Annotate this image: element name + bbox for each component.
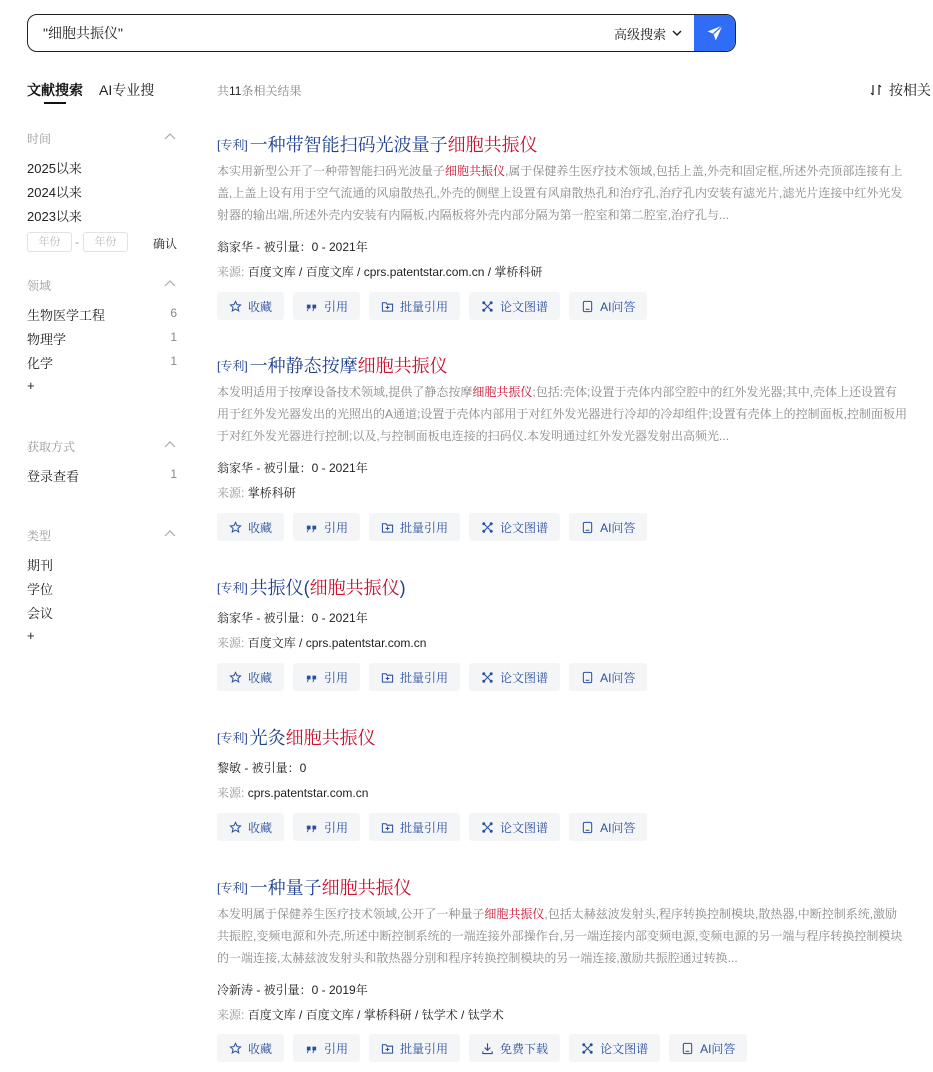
filter-field-count: 6 xyxy=(170,306,177,320)
result-title[interactable]: [专利] 一种量子细胞共振仪 xyxy=(217,878,412,898)
star-icon xyxy=(229,671,242,684)
folder-plus-icon xyxy=(381,821,394,834)
result-meta: 黎敏 - 被引量：0 xyxy=(217,761,307,775)
search-bar xyxy=(27,14,736,52)
paper-graph-button[interactable]: 论文图谱 xyxy=(469,513,560,541)
document-chat-icon xyxy=(581,821,594,834)
filter-title-type: 类型 xyxy=(27,529,52,543)
result-actions xyxy=(217,513,647,541)
folder-plus-icon xyxy=(381,521,394,534)
filter-field-count: 1 xyxy=(170,330,177,344)
result-source: 来源: 掌桥科研 xyxy=(217,486,296,500)
chevron-up-icon[interactable] xyxy=(164,132,176,140)
result-source: 来源: 百度文库 / 百度文库 / 掌桥科研 / 钛学术 / 钛学术 xyxy=(217,1008,504,1022)
result-meta: 翁家华 - 被引量：0 - 2021年 xyxy=(217,611,368,625)
collect-button[interactable]: 收藏 xyxy=(217,513,284,541)
cite-button[interactable]: 引用 xyxy=(293,292,360,320)
folder-plus-icon xyxy=(381,1042,394,1055)
graph-icon xyxy=(481,521,494,534)
year-from-input[interactable]: 年份 xyxy=(27,232,72,252)
tab-ai-pro-search[interactable]: AI专业搜 xyxy=(99,82,155,98)
chevron-down-icon xyxy=(672,30,682,37)
graph-icon xyxy=(481,671,494,684)
collect-button[interactable]: 收藏 xyxy=(217,813,284,841)
batch-cite-button[interactable]: 批量引用 xyxy=(369,513,460,541)
graph-icon xyxy=(581,1042,594,1055)
result-count: 共11条相关结果 xyxy=(217,84,302,98)
filter-type-item[interactable]: 期刊 xyxy=(27,558,54,573)
year-to-input[interactable]: 年份 xyxy=(83,232,128,252)
filter-field-item[interactable]: 化学 xyxy=(27,356,54,371)
chevron-up-icon[interactable] xyxy=(164,440,176,448)
chevron-up-icon[interactable] xyxy=(164,529,176,537)
document-chat-icon xyxy=(581,521,594,534)
result-actions xyxy=(217,663,647,691)
document-chat-icon xyxy=(581,300,594,313)
result-title[interactable]: [专利] 一种静态按摩细胞共振仪 xyxy=(217,356,448,376)
active-tab-indicator xyxy=(44,102,66,104)
filter-field-item[interactable]: 生物医学工程 xyxy=(27,308,106,323)
quote-icon xyxy=(305,300,318,313)
ai-qa-button[interactable]: AI问答 xyxy=(569,292,647,320)
chevron-up-icon[interactable] xyxy=(164,279,176,287)
sort-button[interactable] xyxy=(869,80,931,100)
result-source: 来源: cprs.patentstar.com.cn xyxy=(217,786,369,800)
ai-qa-button[interactable]: AI问答 xyxy=(569,663,647,691)
collect-button[interactable]: 收藏 xyxy=(217,292,284,320)
ai-qa-button[interactable]: AI问答 xyxy=(569,813,647,841)
quote-icon xyxy=(305,1042,318,1055)
document-chat-icon xyxy=(681,1042,694,1055)
cite-button[interactable]: 引用 xyxy=(293,1034,360,1062)
paper-graph-button[interactable]: 论文图谱 xyxy=(469,813,560,841)
filter-time-option[interactable]: 2024以来 xyxy=(27,185,82,200)
filter-title-access: 获取方式 xyxy=(27,440,76,454)
quote-icon xyxy=(305,821,318,834)
result-meta: 翁家华 - 被引量：0 - 2021年 xyxy=(217,240,368,254)
batch-cite-button[interactable]: 批量引用 xyxy=(369,813,460,841)
graph-icon xyxy=(481,821,494,834)
result-title[interactable]: [专利] 共振仪(细胞共振仪) xyxy=(217,578,406,598)
free-download-button[interactable]: 免费下载 xyxy=(469,1034,560,1062)
sort-label: 按相关 xyxy=(889,82,931,98)
star-icon xyxy=(229,1042,242,1055)
batch-cite-button[interactable]: 批量引用 xyxy=(369,1034,460,1062)
filter-field-more[interactable]: + xyxy=(27,378,35,393)
cite-button[interactable]: 引用 xyxy=(293,513,360,541)
document-chat-icon xyxy=(581,671,594,684)
filter-time-option[interactable]: 2025以来 xyxy=(27,161,82,176)
advanced-search-label: 高级搜索 xyxy=(613,26,666,42)
paper-graph-button[interactable]: 论文图谱 xyxy=(469,292,560,320)
graph-icon xyxy=(481,300,494,313)
advanced-search-dropdown[interactable] xyxy=(614,15,694,51)
search-submit-button[interactable] xyxy=(694,14,735,52)
year-confirm-button[interactable]: 确认 xyxy=(153,237,178,251)
year-range-dash: - xyxy=(75,235,79,249)
result-abstract: 本发明适用于按摩设备技术领域,提供了静态按摩细胞共振仪;包括:壳体;设置于壳体内部空腔中的红外发光器;其中,壳体上还设置有用于红外发光器发出的光照出的A通道;设置于壳体内部用于对红外发光器进行冷却的冷却组件;设置有壳体上的控制面板,控制面板用于对红外发光器进行控制;以及,与控制面板电连接的扫码仪.本发明通过红外发光器发射出高频光... xyxy=(217,385,907,443)
cite-button[interactable]: 引用 xyxy=(293,663,360,691)
result-abstract: 本发明属于保健养生医疗技术领域,公开了一种量子细胞共振仪,包括太赫兹波发射头,程序转换控制模块,散热器,中断控制系统,激励共振腔,变频电源和外壳,所述中断控制系统的一端连接外部操作台,另一端连接内部变频电源,变频电源的另一端与程序转换控制模块的一端连接,太赫兹波发射头和散热器分别和程序转换控制模块的另一端连接,激励共振腔通过转换... xyxy=(217,907,903,965)
quote-icon xyxy=(305,671,318,684)
filter-field-count: 1 xyxy=(170,354,177,368)
folder-plus-icon xyxy=(381,300,394,313)
paper-graph-button[interactable]: 论文图谱 xyxy=(569,1034,660,1062)
filter-access-count: 1 xyxy=(170,467,177,481)
result-meta: 冷新涛 - 被引量：0 - 2019年 xyxy=(217,983,368,997)
result-title[interactable]: [专利] 光灸细胞共振仪 xyxy=(217,728,376,748)
tab-literature-search[interactable]: 文献搜索 xyxy=(27,82,83,98)
result-actions xyxy=(217,813,647,841)
filter-field-item[interactable]: 物理学 xyxy=(27,332,67,347)
quote-icon xyxy=(305,521,318,534)
paper-plane-icon xyxy=(706,24,724,42)
star-icon xyxy=(229,521,242,534)
result-source: 来源: 百度文库 / cprs.patentstar.com.cn xyxy=(217,636,427,650)
collect-button[interactable]: 收藏 xyxy=(217,1034,284,1062)
ai-qa-button[interactable]: AI问答 xyxy=(569,513,647,541)
filter-type-item[interactable]: 学位 xyxy=(27,582,54,597)
paper-graph-button[interactable]: 论文图谱 xyxy=(469,663,560,691)
result-title[interactable]: [专利] 一种带智能扫码光波量子细胞共振仪 xyxy=(217,135,538,155)
sort-icon xyxy=(869,83,883,97)
filter-type-more[interactable]: + xyxy=(27,628,35,643)
result-abstract: 本实用新型公开了一种带智能扫码光波量子细胞共振仪,属于保健养生医疗技术领域,包括上盖,外壳和固定框,所述外壳顶部连接有上盖,上盖上设有用于空气流通的风扇散热孔,外壳的侧壁上设置有风扇散热孔和治疗孔,治疗孔内安装有滤光片,滤光片连接中红外光发射器的输出端,所述外壳内安装有内隔板,内隔板将外壳内部分隔为第一腔室和第二腔室,治疗孔与... xyxy=(217,164,903,222)
filter-type-item[interactable]: 会议 xyxy=(27,606,54,621)
result-actions xyxy=(217,292,647,320)
result-source: 来源: 百度文库 / 百度文库 / cprs.patentstar.com.cn / 掌桥科研 xyxy=(217,265,543,279)
filter-access-item[interactable]: 登录查看 xyxy=(27,469,80,484)
result-actions xyxy=(217,1034,747,1062)
filter-title-time: 时间 xyxy=(27,132,52,146)
download-icon xyxy=(481,1042,494,1055)
search-input[interactable] xyxy=(28,15,614,51)
batch-cite-button[interactable]: 批量引用 xyxy=(369,663,460,691)
star-icon xyxy=(229,821,242,834)
result-meta: 翁家华 - 被引量：0 - 2021年 xyxy=(217,461,368,475)
folder-plus-icon xyxy=(381,671,394,684)
collect-button[interactable]: 收藏 xyxy=(217,663,284,691)
ai-qa-button[interactable]: AI问答 xyxy=(669,1034,747,1062)
cite-button[interactable]: 引用 xyxy=(293,813,360,841)
filter-title-field: 领域 xyxy=(27,279,52,293)
batch-cite-button[interactable]: 批量引用 xyxy=(369,292,460,320)
filter-time-option[interactable]: 2023以来 xyxy=(27,209,82,224)
star-icon xyxy=(229,300,242,313)
